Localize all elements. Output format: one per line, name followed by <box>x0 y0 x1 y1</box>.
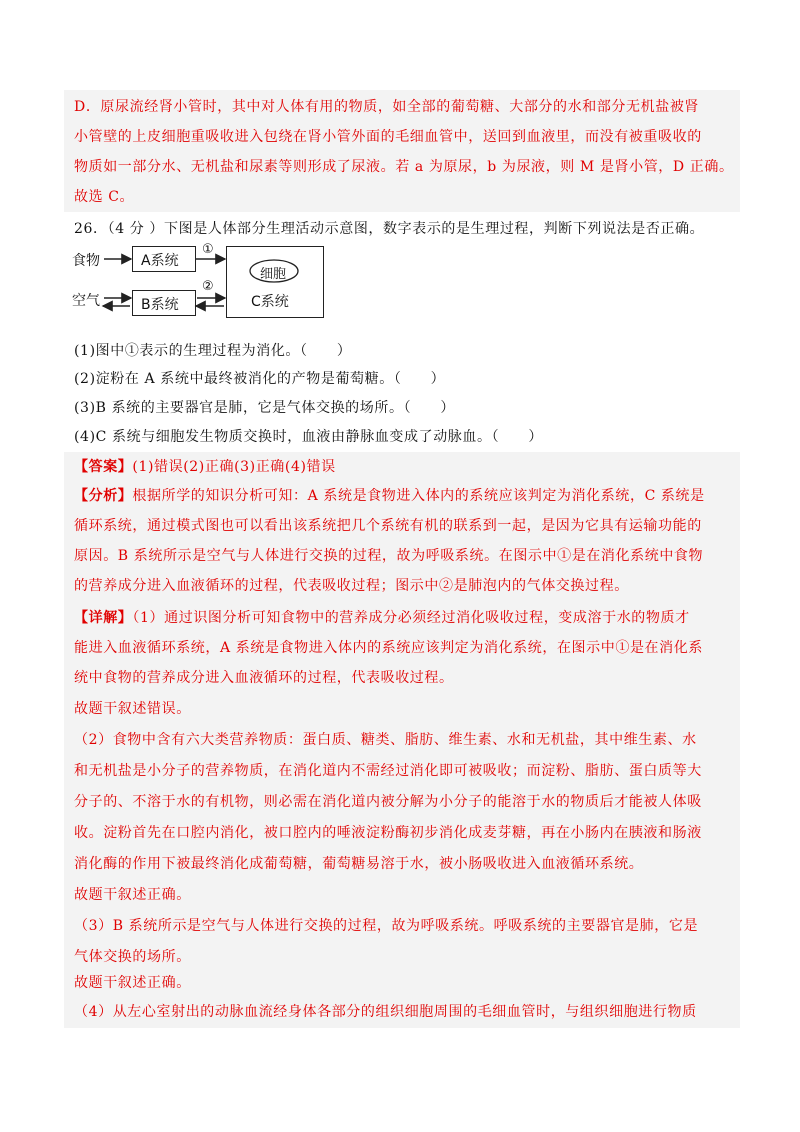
top-line-1: D．原尿流经肾小管时，其中对人体有用的物质，如全部的葡萄糖、大部分的水和部分无机盐被肾 <box>74 99 700 115</box>
detail-line-12: 气体交换的场所。 <box>74 949 191 965</box>
physiology-diagram <box>72 242 332 326</box>
detail-line-7: 分子的、不溶于水的有机物，则必需在消化道内被分解为小分子的能溶于水的物质后才能被人体吸 <box>74 794 702 810</box>
a-system-label: A系统 <box>141 253 179 269</box>
question-item-4: (4)C 系统与细胞发生物质交换时，血液由静脉血变成了动脉血。（ ） <box>74 429 543 445</box>
detail-line-3: 统中食物的营养成分进入血液循环的过程，代表吸收过程。 <box>74 670 454 686</box>
detail-line-5: （2）食物中含有六大类营养物质：蛋白质、糖类、脂肪、维生素、水和无机盐，其中维生素、水 <box>74 732 697 748</box>
analysis-line-2: 循环系统，通过模式图也可以看出该系统把几个系统有机的联系到一起，是因为它具有运输功能的 <box>74 518 702 534</box>
cell-label: 细胞 <box>260 267 287 282</box>
question-item-3: (3)B 系统的主要器官是肺，它是气体交换的场所。（ ） <box>74 400 455 416</box>
detail-tag: 【详解】 <box>74 610 133 626</box>
question-item-2: (2)淀粉在 A 系统中最终被消化的产物是葡萄糖。（ ） <box>74 371 446 387</box>
analysis-tag: 【分析】 <box>74 488 133 504</box>
food-label: 食物 <box>72 253 100 269</box>
top-line-4: 故选 C。 <box>74 189 135 205</box>
analysis-line-3: 原因。B 系统所示是空气与人体进行交换的过程，故为呼吸系统。在图示中①是在消化系统中食物 <box>74 548 704 564</box>
c-system-label: C系统 <box>251 294 289 310</box>
answer-tag: 【答案】 <box>74 459 133 475</box>
question-stem: 26．（4 分 ）下图是人体部分生理活动示意图，数字表示的是生理过程，判断下列说法是否正确。 <box>74 221 705 237</box>
arrow-1-label: ① <box>202 242 214 257</box>
air-label: 空气 <box>72 293 100 309</box>
detail-line-13: 故题干叙述正确。 <box>74 975 191 991</box>
arrow-2-label: ② <box>202 279 214 294</box>
detail-text-1: （1）通过识图分析可知食物中的营养成分必须经过消化吸收过程，变成溶于水的物质才 <box>132 610 690 626</box>
detail-line-8: 收。淀粉首先在口腔内消化，被口腔内的唾液淀粉酶初步消化成麦芽糖，再在小肠内在胰液和肠液 <box>74 825 702 841</box>
top-line-2: 小管壁的上皮细胞重吸收进入包绕在肾小管外面的毛细血管中，送回到血液里，而没有被重吸收的 <box>74 129 702 145</box>
analysis-text-1: 根据所学的知识分析可知：A 系统是食物进入体内的系统应该判定为消化系统，C 系统是 <box>132 488 705 504</box>
detail-line-9: 消化酶的作用下被最终消化成葡萄糖，葡萄糖易溶于水，被小肠吸收进入血液循环系统。 <box>74 856 644 872</box>
top-line-3: 物质如一部分水、无机盐和尿素等则形成了尿液。若 a 为原尿，b 为尿液，则 M 是肾小管，D 正确。 <box>74 159 734 175</box>
detail-line-2: 能进入血液循环系统，A 系统是食物进入体内的系统应该判定为消化系统，在图示中①是在消化系 <box>74 640 703 656</box>
detail-line-4: 故题干叙述错误。 <box>74 701 191 717</box>
b-system-label: B系统 <box>141 297 179 313</box>
detail-line-1 <box>74 603 738 633</box>
detail-line-14: （4）从左心室射出的动脉血流经身体各部分的组织细胞周围的毛细血管时，与组织细胞进行物质 <box>74 1004 697 1020</box>
question-item-1: (1)图中①表示的生理过程为消化。（ ） <box>74 343 352 359</box>
detail-line-6: 和无机盐是小分子的营养物质，在消化道内不需经过消化即可被吸收；而淀粉、脂肪、蛋白质等大 <box>74 763 702 779</box>
analysis-line-4: 的营养成分进入血液循环的过程，代表吸收过程；图示中②是肺泡内的气体交换过程。 <box>74 578 629 594</box>
analysis-line-1 <box>74 481 738 511</box>
answer-line <box>74 452 738 482</box>
detail-line-10: 故题干叙述正确。 <box>74 887 191 903</box>
answer-text: (1)错误(2)正确(3)正确(4)错误 <box>132 459 336 475</box>
detail-line-11: （3）B 系统所示是空气与人体进行交换的过程，故为呼吸系统。呼吸系统的主要器官是肺，它是 <box>74 918 699 934</box>
